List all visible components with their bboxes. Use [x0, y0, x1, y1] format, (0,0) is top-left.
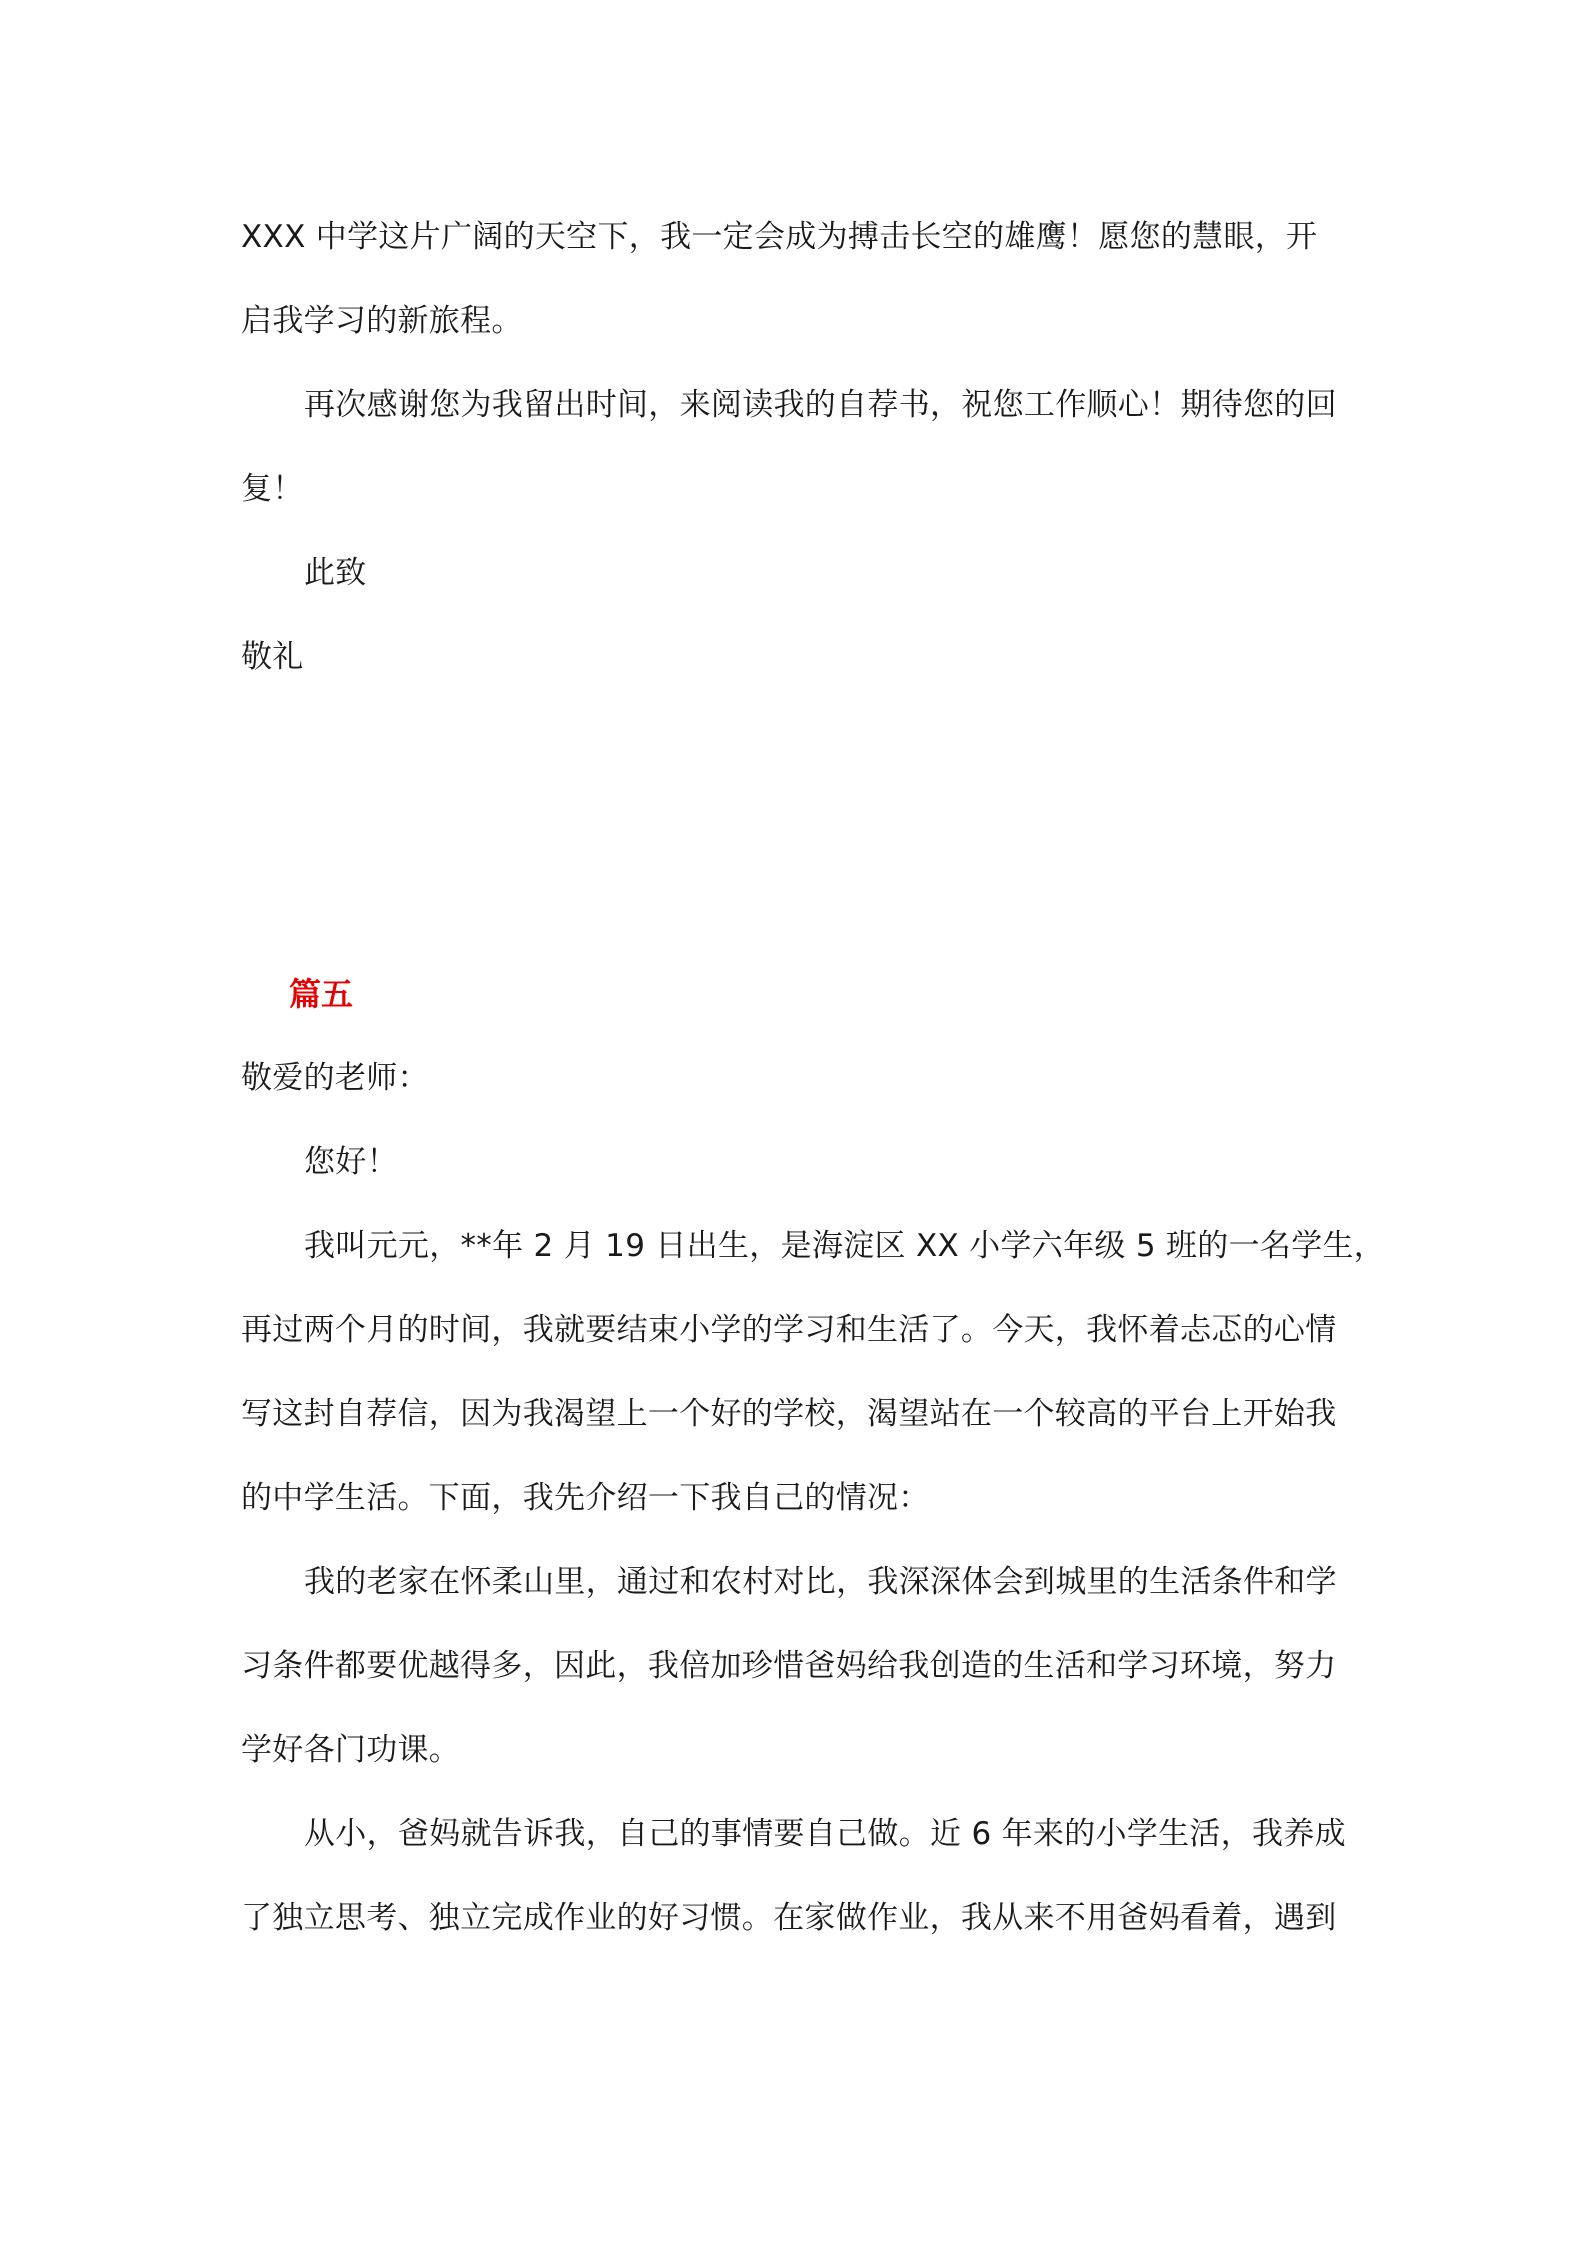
paragraph-habit-line: 从小，爸妈就告诉我，自己的事情要自己做。近 6 年来的小学生活，我养成 [304, 1816, 1346, 1852]
paragraph-intro-line: 写这封自荐信，因为我渴望上一个好的学校，渴望站在一个较高的平台上开始我 [241, 1396, 1337, 1432]
salutation: 敬爱的老师： [241, 1060, 429, 1096]
paragraph-hometown-line: 我的老家在怀柔山里，通过和农村对比，我深深体会到城里的生活条件和学 [304, 1564, 1337, 1600]
paragraph-hometown-line: 习条件都要优越得多，因此，我倍加珍惜爸妈给我创造的生活和学习环境，努力 [241, 1648, 1337, 1684]
closing-ci-zhi: 此致 [304, 555, 367, 591]
paragraph-habit-line: 了独立思考、独立完成作业的好习惯。在家做作业，我从来不用爸妈看着，遇到 [241, 1900, 1337, 1936]
paragraph-continued-line: XXX 中学这片广阔的天空下，我一定会成为搏击长空的雄鹰！愿您的慧眼，开 [241, 219, 1318, 255]
paragraph-intro-line: 的中学生活。下面，我先介绍一下我自己的情况： [241, 1480, 930, 1516]
paragraph-hometown-line: 学好各门功课。 [241, 1732, 461, 1768]
paragraph-intro-line: 我叫元元，**年 2 月 19 日出生，是海淀区 XX 小学六年级 5 班的一名学生， [304, 1228, 1386, 1264]
section-heading: 篇五 [289, 975, 354, 1013]
paragraph-thanks-line: 复！ [241, 471, 304, 507]
paragraph-continued-line: 启我学习的新旅程。 [241, 303, 523, 339]
closing-jing-li: 敬礼 [241, 639, 304, 675]
greeting: 您好！ [304, 1144, 398, 1180]
paragraph-intro-line: 再过两个月的时间，我就要结束小学的学习和生活了。今天，我怀着忐忑的心情 [241, 1312, 1337, 1348]
paragraph-thanks-line: 再次感谢您为我留出时间，来阅读我的自荐书，祝您工作顺心！期待您的回 [304, 387, 1337, 423]
